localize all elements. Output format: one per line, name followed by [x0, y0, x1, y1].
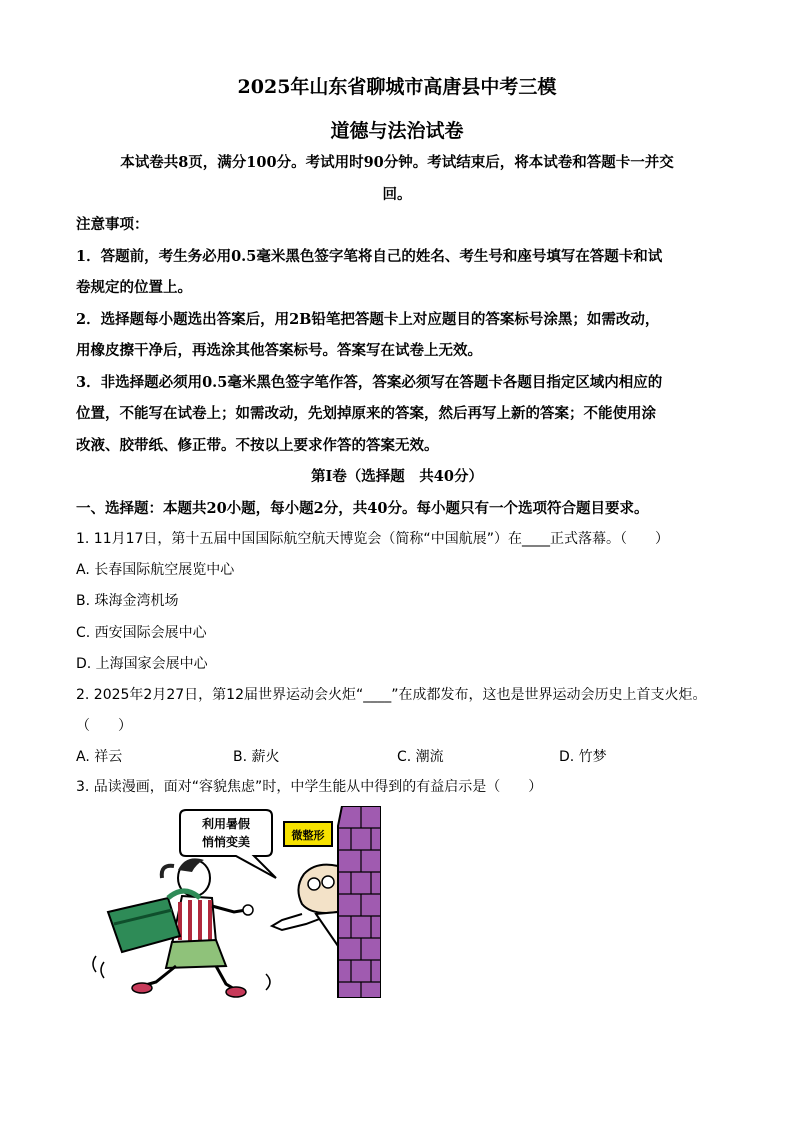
note-line: 用橡皮擦干净后，再选涂其他答案标号。答案写在试卷上无效。	[76, 342, 482, 359]
note-line: 位置，不能写在试卷上；如需改动，先划掉原来的答案，然后再写上新的答案；不能使用涂	[76, 405, 656, 422]
bubble-line-2: 悄悄变美	[201, 835, 251, 849]
note-line: 改液、胶带纸、修正带。不按以上要求作答的答案无效。	[76, 437, 439, 454]
brick-wall	[338, 806, 381, 998]
clinic-sign	[284, 822, 332, 846]
question-2-option-b: B. 薪火	[233, 749, 280, 765]
section-instruction: 一、选择题：本题共20小题，每小题2分，共40分。每小题只有一个选项符合题目要求。	[76, 500, 649, 517]
question-3-stem: 3. 品读漫画，面对“容貌焦虑”时，中学生能从中得到的有益启示是（ ）	[76, 779, 543, 795]
question-1-option-c: C. 西安国际会展中心	[76, 625, 207, 641]
note-line: 3．非选择题必须用0.5毫米黑色签字笔作答，答案必须写在答题卡各题目指定区域内相应的	[76, 374, 663, 391]
question-1-option-b: B. 珠海金湾机场	[76, 593, 179, 609]
bubble-line-1: 利用暑假	[201, 817, 251, 831]
question-2-option-a: A. 祥云	[76, 749, 123, 765]
note-line: 卷规定的位置上。	[76, 279, 192, 296]
sign-text: 微整形	[291, 829, 325, 842]
note-line: 1．答题前，考生务必用0.5毫米黑色签字笔将自己的姓名、考生号和座号填写在答题卡和试	[76, 248, 663, 265]
notes-heading: 注意事项：	[76, 216, 149, 233]
man-figure	[272, 865, 338, 946]
question-2-stem-cont: （ ）	[76, 718, 132, 734]
question-2-option-d: D. 竹梦	[559, 749, 607, 765]
intro-line-2: 回。	[382, 186, 412, 203]
exam-subtitle: 道德与法治试卷	[330, 120, 464, 142]
question-2-option-c: C. 潮流	[397, 749, 444, 765]
note-line: 2．选择题每小题选出答案后，用2B铅笔把答题卡上对应题目的答案标号涂黑；如需改动，	[76, 311, 660, 328]
question-1-option-a: A. 长春国际航空展览中心	[76, 562, 235, 578]
section-title: 第Ⅰ卷（选择题 共40分）	[311, 468, 483, 485]
question-1-option-d: D. 上海国家会展中心	[76, 656, 208, 672]
question-1-stem: 1. 11月17日，第十五届中国国际航空航天博览会（简称“中国航展”）在____正式落幕。（ ）	[76, 531, 669, 547]
intro-line-1: 本试卷共8页，满分100分。考试用时90分钟。考试结束后，将本试卷和答题卡一并交	[120, 154, 674, 171]
exam-title: 2025年山东省聊城市高唐县中考三模	[237, 76, 557, 98]
comic-illustration	[76, 806, 381, 998]
question-2-stem: 2. 2025年2月27日，第12届世界运动会火炬“____”在成都发布，这也是世界运动会历史上首支火炬。	[76, 687, 707, 703]
